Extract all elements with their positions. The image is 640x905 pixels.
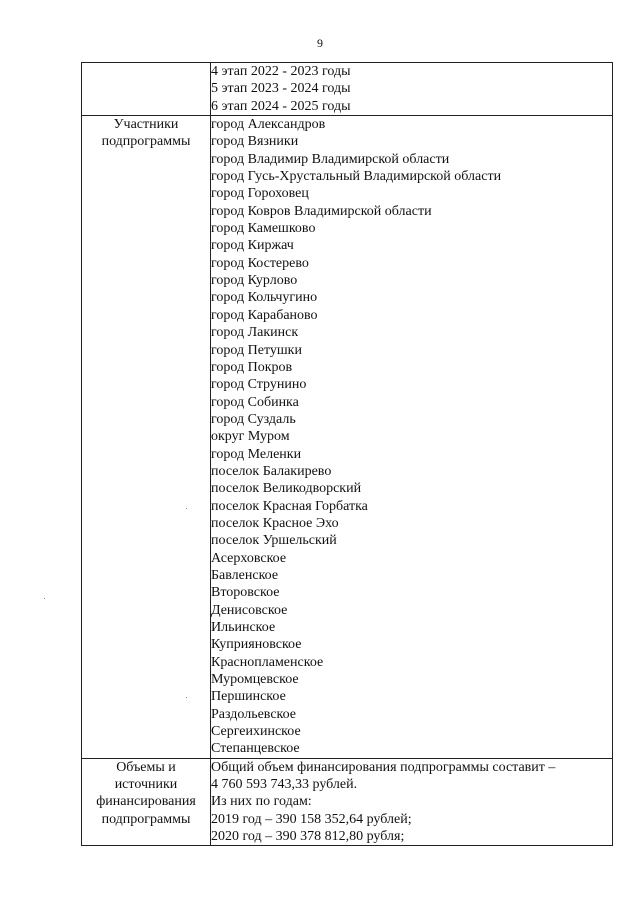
participant-item: Степанцевское <box>211 741 300 757</box>
scan-speck <box>44 598 45 599</box>
scan-speck <box>186 697 187 698</box>
funding-line: 4 760 593 743,33 рублей. <box>211 777 358 793</box>
participants-label-line: подпрограммы <box>101 134 191 150</box>
table-row-funding <box>82 758 613 846</box>
participant-item: округ Муром <box>211 429 290 445</box>
funding-label-line: Объемы и <box>116 759 176 775</box>
participant-item: Раздольевское <box>211 706 297 722</box>
participant-item: город Струнино <box>211 377 307 393</box>
participant-item: город Кольчугино <box>211 290 318 306</box>
stages-label-cell <box>82 63 211 116</box>
participant-item: Муромцевское <box>211 672 299 688</box>
table-row-participants <box>82 116 613 759</box>
table-row-stages <box>82 63 613 116</box>
participant-item: Бавленское <box>211 567 279 583</box>
participant-item: город Петушки <box>211 342 302 358</box>
participant-item: город Гусь-Хрустальный Владимирской области <box>211 169 502 185</box>
participant-item: Второвское <box>211 585 280 601</box>
participant-item: город Курлово <box>211 273 298 289</box>
stage-line: 5 этап 2023 - 2024 годы <box>211 81 351 97</box>
participant-item: город Камешково <box>211 221 316 237</box>
participant-item: поселок Великодворский <box>211 481 362 497</box>
participant-item: город Собинка <box>211 394 299 410</box>
participant-item: город Вязники <box>211 134 299 150</box>
participant-item: город Владимир Владимирской области <box>211 151 450 167</box>
participant-item: Денисовское <box>211 602 288 618</box>
participant-item: Ильинское <box>211 620 276 635</box>
participant-item: поселок Уршельский <box>211 533 337 549</box>
participant-item: город Александров <box>211 117 326 133</box>
funding-label-line: финансирования <box>96 794 196 810</box>
participant-item: город Костерево <box>211 255 309 271</box>
participant-item: Сергеихинское <box>211 724 301 740</box>
funding-line: Общий объем финансирования подпрограммы составит – <box>211 759 556 775</box>
participant-item: поселок Балакирево <box>211 463 332 479</box>
participant-item: город Ковров Владимирской области <box>211 203 432 219</box>
participant-item: город Лакинск <box>211 325 299 341</box>
participants-label-cell <box>82 116 211 759</box>
participant-item: город Карабаново <box>211 307 318 323</box>
participant-item: город Меленки <box>211 446 302 462</box>
stage-line: 4 этап 2022 - 2023 годы <box>211 64 351 79</box>
participant-item: Куприяновское <box>211 637 302 653</box>
stages-content-cell <box>211 63 613 116</box>
participants-content-cell <box>211 116 613 759</box>
funding-content-cell <box>211 758 613 846</box>
participant-item: Асерховское <box>211 550 287 566</box>
scan-speck <box>186 508 187 509</box>
participant-item: город Киржач <box>211 238 294 254</box>
program-passport-table <box>81 62 613 846</box>
funding-label-cell <box>82 758 211 846</box>
funding-line: Из них по годам: <box>211 794 312 810</box>
funding-line: 2020 год – 390 378 812,80 рубля; <box>211 829 405 845</box>
participant-item: город Покров <box>211 359 293 375</box>
stage-line: 6 этап 2024 - 2025 годы <box>211 98 351 114</box>
participant-item: поселок Красное Эхо <box>211 515 339 531</box>
participant-item: город Суздаль <box>211 411 296 427</box>
participant-item: поселок Красная Горбатка <box>211 498 368 514</box>
participant-item: город Гороховец <box>211 186 309 202</box>
participant-item: Першинское <box>211 689 286 705</box>
funding-label-line: источники <box>114 777 178 793</box>
participants-label-line: Участники <box>113 117 179 133</box>
participant-item: Краснопламенское <box>211 654 324 670</box>
funding-line: 2019 год – 390 158 352,64 рублей; <box>211 811 412 827</box>
funding-label-line: подпрограммы <box>101 811 191 827</box>
page-number: 9 <box>317 36 323 50</box>
